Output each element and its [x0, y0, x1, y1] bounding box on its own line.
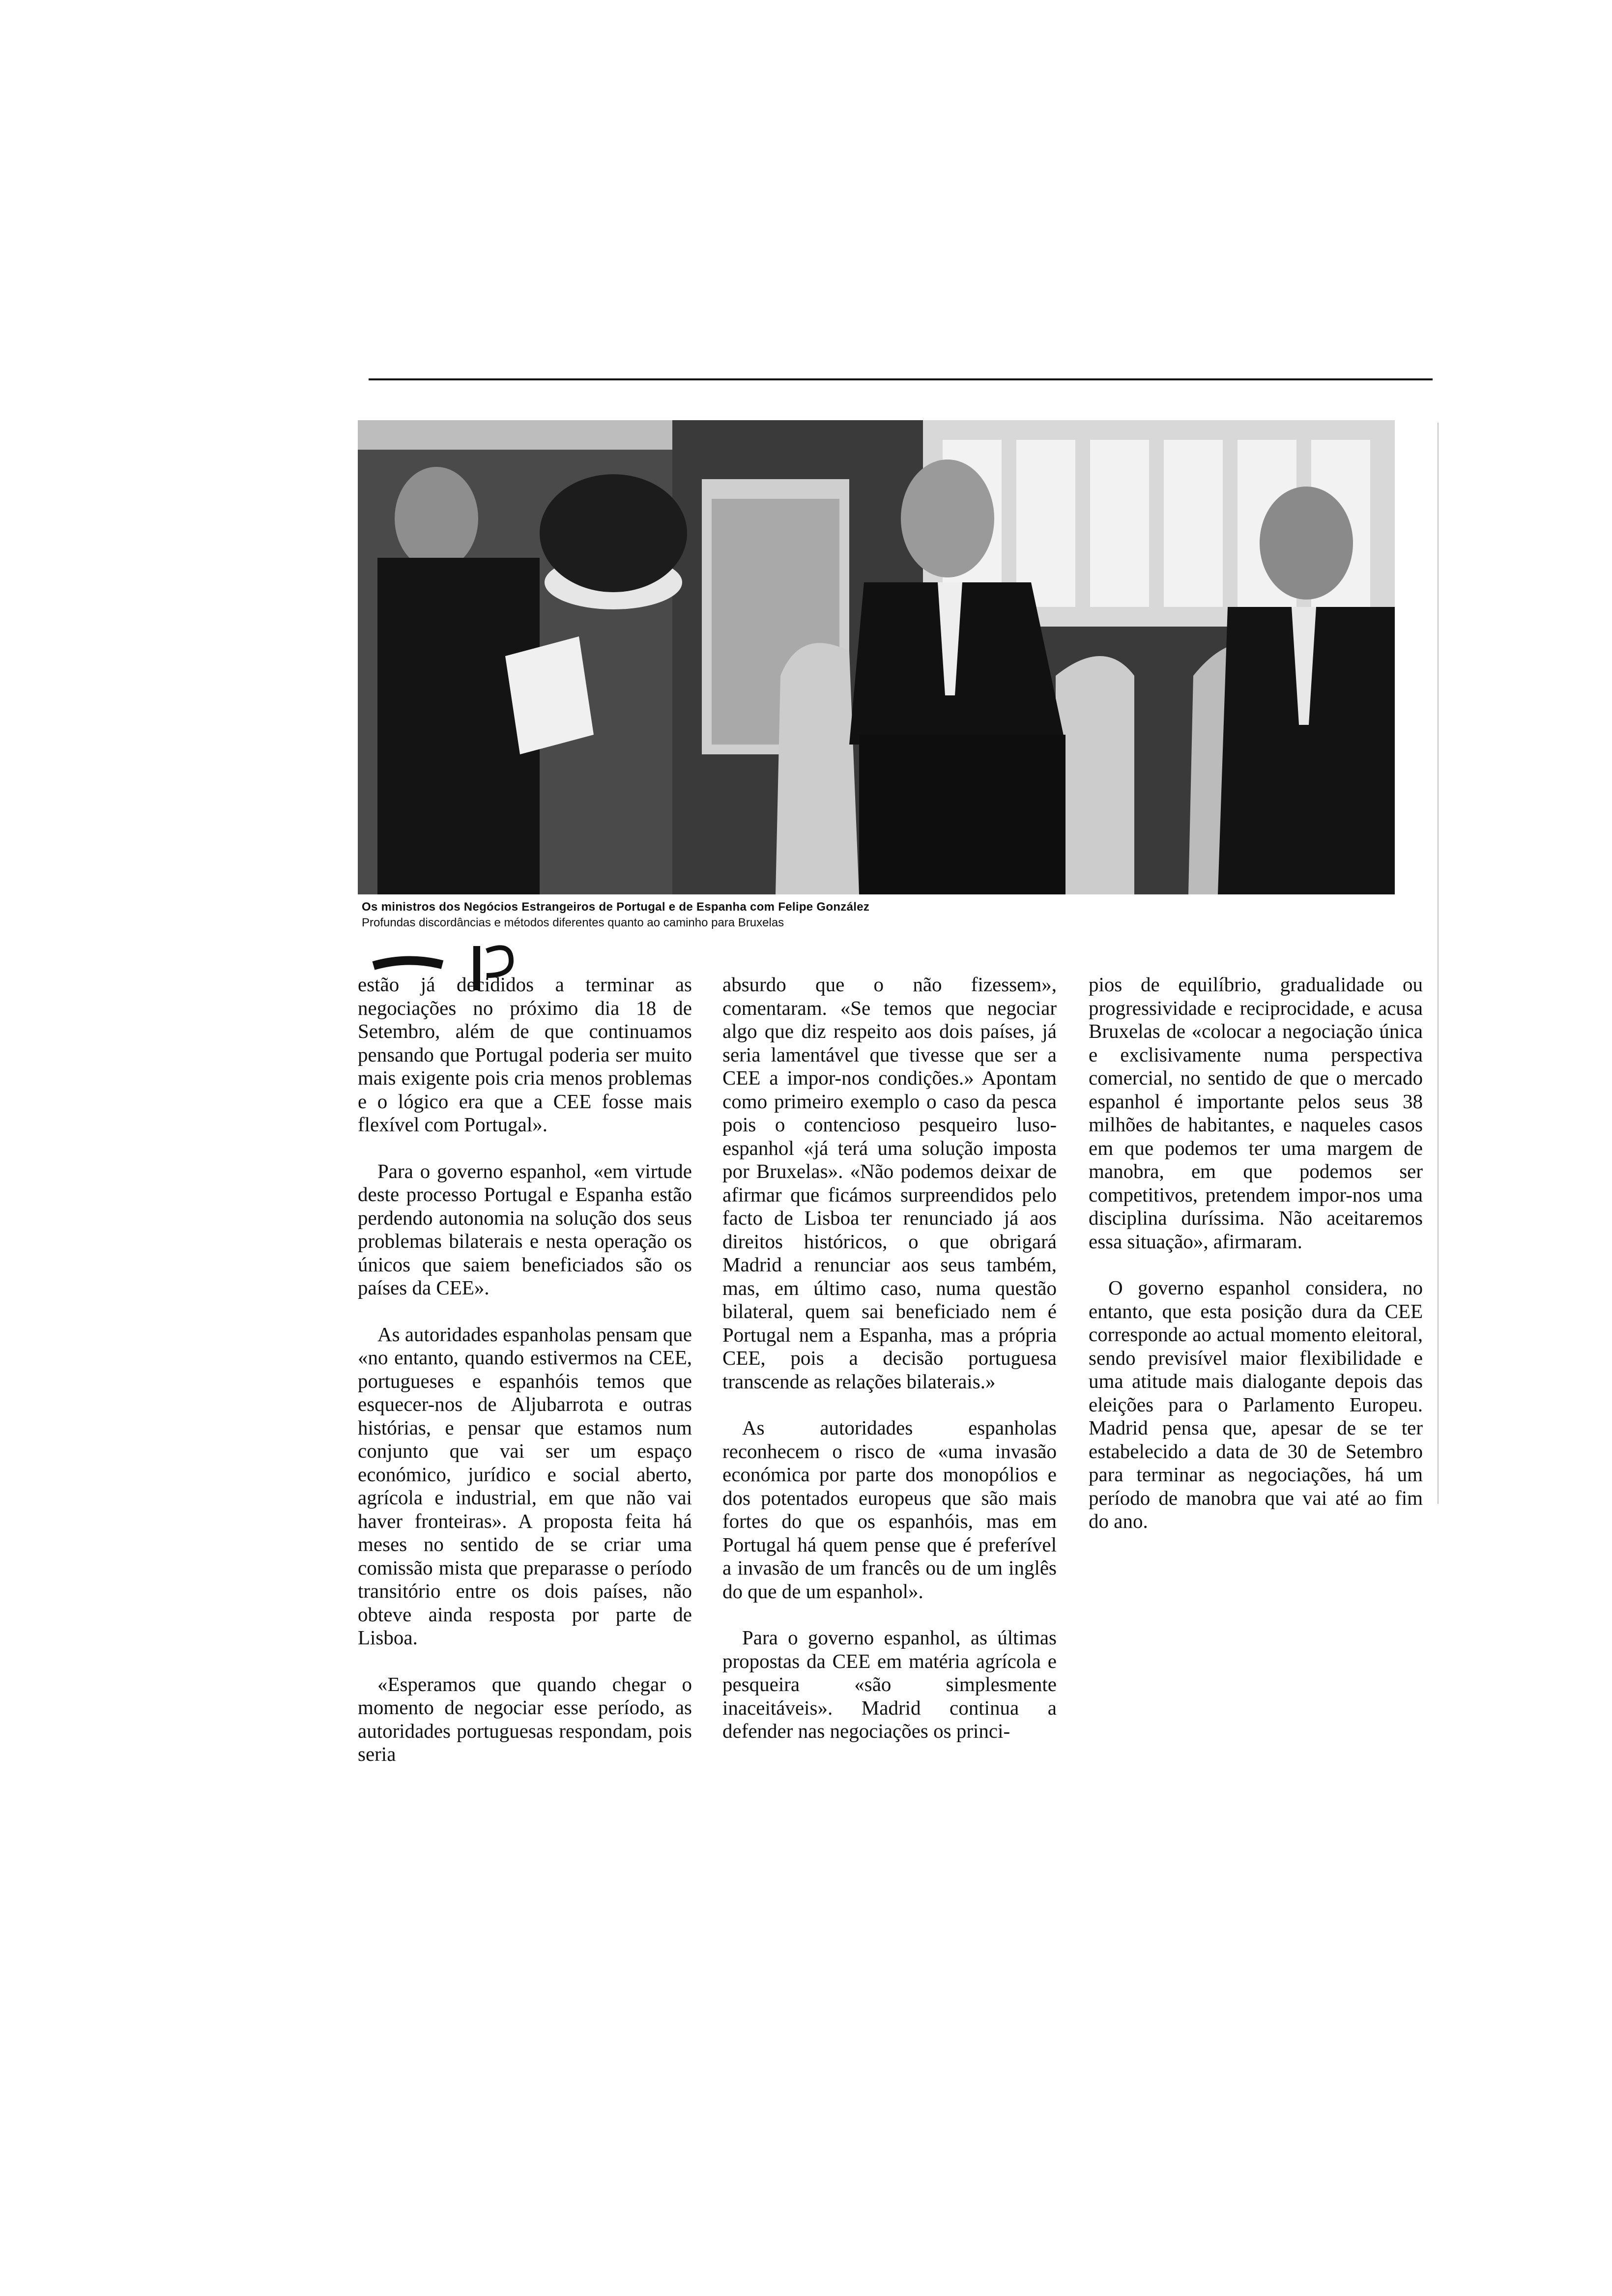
caption-title: Os ministros dos Negócios Estrangeiros de Portugal e de Espanha com Felipe González [362, 900, 870, 914]
header-rule [369, 378, 1433, 380]
article-paragraph: absurdo que o não fizessem», comentaram. «Se temos que negociar algo que diz respeito aos dois países, já seria lamentável que tivesse que ser a CEE a impor-nos condições.» Apontam como primeiro exemplo o caso da pesca pois o contencioso pesqueiro luso-espanhol «já terá uma solução imposta por Bruxelas». «Não podemos deixar de afirmar que ficámos surpreendidos pelo facto de Lisboa ter renunciado já aos direitos históricos, o que obrigará Madrid a renunciar aos seus também, mas, em último caso, numa questão bilateral, quem sai beneficiado nem é Portugal nem a Espanha, mas a própria CEE, pois a decisão portuguesa transcende as relações bilaterais.» [722, 973, 1057, 1393]
article-column-3 [1089, 973, 1423, 1556]
article-paragraph: estão já decididos a terminar as negociações no próximo dia 18 de Setembro, além de que continuamos pensando que Portugal poderia ser muito mais exigente pois cria menos problemas e o lógico era que a CEE fosse mais flexível com Portugal». [358, 973, 692, 1136]
photo-caption [362, 899, 1404, 931]
news-photo [358, 420, 1395, 894]
article-column-1 [358, 973, 692, 1789]
caption-subtitle: Profundas discordâncias e métodos diferentes quanto ao caminho para Bruxelas [362, 916, 784, 929]
article-paragraph: As autoridades espanholas pensam que «no entanto, quando estivermos na CEE, portugueses e espanhóis temos que esquecer-nos de Aljubarrota e outras histórias, e pensar que estamos num conjunto que vai ser um espaço económico, jurídico e social aberto, agrícola e industrial, em que não vai haver fronteiras». A proposta feita há meses no sentido de se criar uma comissão mista que preparasse o período transitório entre os dois países, não obteve ainda resposta por parte de Lisboa. [358, 1322, 692, 1649]
article-paragraph: pios de equilíbrio, gradualidade ou progressividade e reciprocidade, e acusa Bruxelas de «colocar a negociação única e exclisivamente numa perspectiva comercial, no sentido de que o mercado espanhol é importante pelos seus 38 milhões de habitantes, e naqueles casos em que podemos ter uma margem de manobra, em que podemos ser competitivos, pretendem impor-nos uma disciplina duríssima. Não aceitaremos essa situação», afirmaram. [1089, 973, 1423, 1253]
article-paragraph: Para o governo espanhol, «em virtude deste processo Portugal e Espanha estão perdendo autonomia na solução dos seus problemas bilaterais e nesta operação os únicos que saiem beneficiados são os países da CEE». [358, 1159, 692, 1299]
article-paragraph: Para o governo espanhol, as últimas propostas da CEE em matéria agrícola e pesqueira «são simplesmente inaceitáveis». Madrid continua a defender nas negociações os princi- [722, 1626, 1057, 1742]
article-paragraph: O governo espanhol considera, no entanto, que esta posição dura da CEE corresponde ao actual momento eleitoral, sendo previsível maior flexibilidade e uma atitude mais dialogante depois das eleições para o Parlamento Europeu. Madrid pensa que, apesar de se ter estabelecido a data de 30 de Setembro para terminar as negociações, há um período de manobra que vai até ao fim do ano. [1089, 1276, 1423, 1532]
article-paragraph: «Esperamos que quando chegar o momento de negociar esse período, as autoridades portuguesas respondam, pois seria [358, 1672, 692, 1765]
article-paragraph: As autoridades espanholas reconhecem o risco de «uma invasão económica por parte dos monopólios e dos potentados europeus que são mais fortes do que os espanhóis, mas em Portugal há quem pense que é preferível a invasão de um francês ou de um inglês do que de um espanhol». [722, 1416, 1057, 1603]
scan-edge-line [1438, 423, 1439, 1504]
photo-three-men-seated [358, 420, 1395, 894]
article-column-2 [722, 973, 1057, 1766]
